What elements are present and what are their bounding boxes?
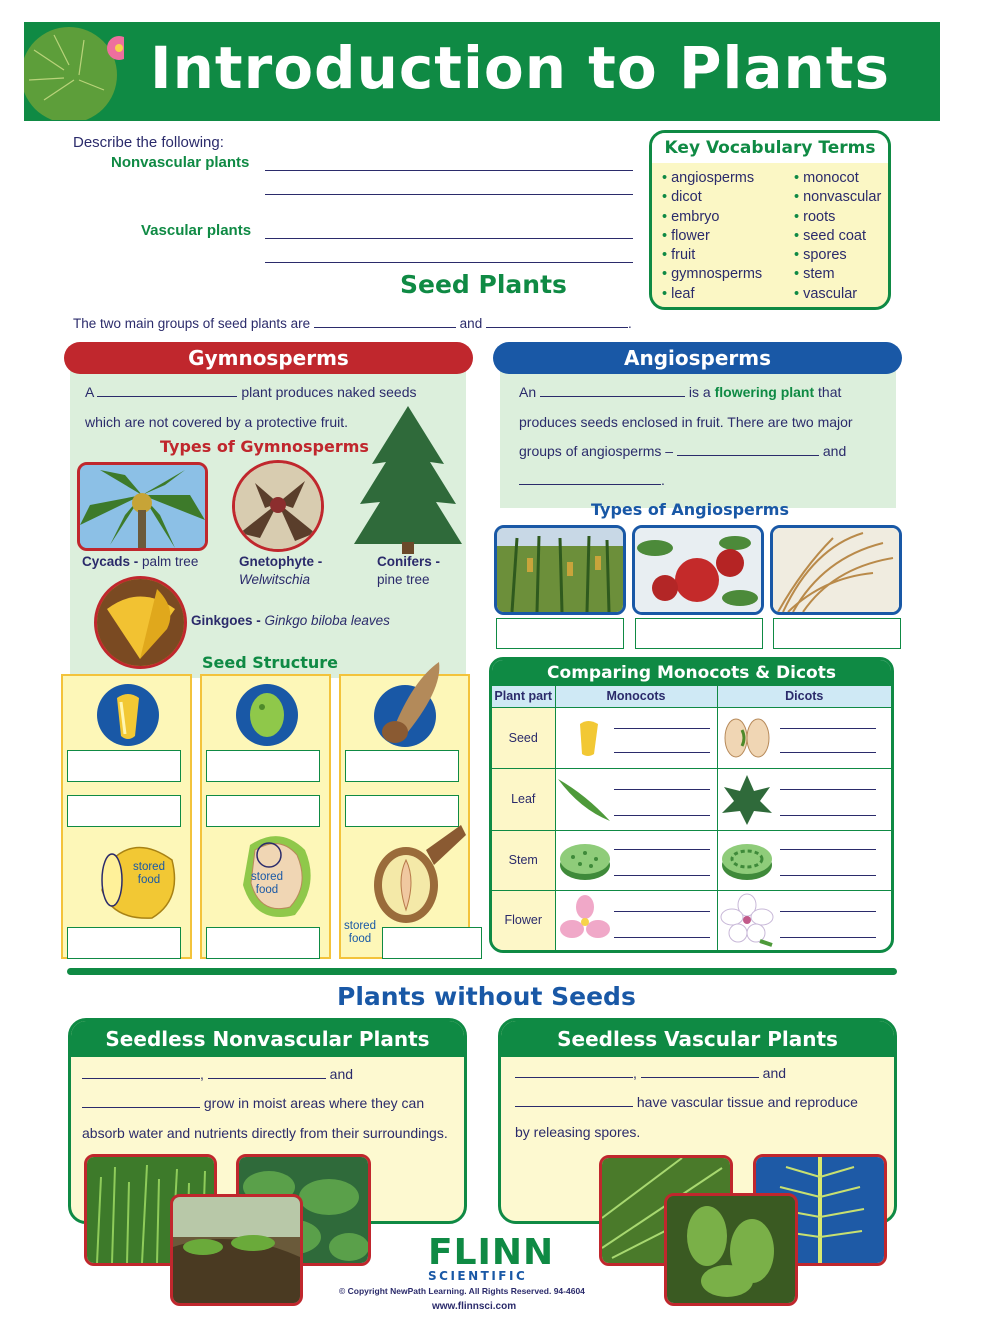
dicot-flower-icon bbox=[720, 893, 774, 947]
col-header-monocots: Monocots bbox=[555, 686, 717, 707]
comparison-table bbox=[489, 657, 894, 953]
answer-line[interactable] bbox=[265, 194, 633, 195]
hornwort-photo bbox=[170, 1194, 303, 1306]
dicot-leaf-icon bbox=[720, 773, 774, 827]
vasc-line-3: by releasing spores. bbox=[515, 1124, 641, 1140]
pine-seed-cross-section bbox=[366, 820, 466, 925]
angiosperms-heading: Angiosperms bbox=[493, 342, 902, 374]
answer-line[interactable] bbox=[780, 789, 876, 790]
answer-blank[interactable] bbox=[97, 396, 237, 397]
answer-box[interactable] bbox=[67, 795, 181, 827]
dicot-cell bbox=[717, 890, 891, 950]
caption-term: Cycads - bbox=[82, 554, 139, 569]
text: . bbox=[661, 472, 665, 488]
row-label: Stem bbox=[492, 830, 555, 890]
vocabulary-title: Key Vocabulary Terms bbox=[652, 133, 888, 163]
dicot-stem-icon bbox=[720, 839, 774, 883]
table-row bbox=[492, 830, 891, 890]
clubmoss-photo bbox=[664, 1193, 798, 1306]
caption-term: Gnetophyte - bbox=[239, 554, 323, 569]
apple-photo bbox=[632, 525, 764, 615]
answer-line[interactable] bbox=[614, 728, 710, 729]
nonvascular-label: Nonvascular plants bbox=[111, 154, 250, 171]
answer-line[interactable] bbox=[614, 789, 710, 790]
answer-box[interactable] bbox=[206, 927, 320, 959]
vocab-term: • leaf bbox=[662, 285, 762, 304]
vocab-term: • embryo bbox=[662, 208, 762, 227]
divider bbox=[67, 968, 897, 975]
comparison-title: Comparing Monocots & Dicots bbox=[492, 660, 891, 686]
angio-line-4 bbox=[519, 466, 665, 496]
text: have vascular tissue and reproduce bbox=[636, 1094, 858, 1110]
answer-blank[interactable] bbox=[208, 1078, 326, 1079]
text: and bbox=[329, 1066, 354, 1082]
vocab-term: • spores bbox=[794, 246, 881, 265]
copyright: © Copyright NewPath Learning. All Rights Reserved. 94-4604 bbox=[339, 1286, 585, 1296]
cycad-photo bbox=[77, 462, 208, 551]
vocab-term: • angiosperms bbox=[662, 169, 762, 188]
caption-text: Ginkgo biloba leaves bbox=[264, 613, 390, 628]
vocab-term: • seed coat bbox=[794, 227, 881, 246]
caption-text: pine tree bbox=[377, 572, 430, 587]
caption-term: Ginkgoes - bbox=[191, 613, 261, 628]
describe-prompt: Describe the following: bbox=[73, 134, 224, 151]
answer-blank[interactable] bbox=[82, 1078, 200, 1079]
answer-blank[interactable] bbox=[641, 1077, 759, 1078]
text: and bbox=[822, 443, 847, 459]
gnetophyte-caption bbox=[239, 553, 322, 589]
answer-blank[interactable] bbox=[314, 327, 456, 328]
text: and bbox=[762, 1065, 787, 1081]
answer-box[interactable] bbox=[345, 750, 459, 782]
highlight-term: flowering plant bbox=[714, 384, 815, 400]
answer-box[interactable] bbox=[206, 750, 320, 782]
conifers-caption bbox=[377, 553, 440, 589]
answer-line[interactable] bbox=[614, 937, 710, 938]
sentence-text: and bbox=[459, 316, 483, 331]
angio-line-3 bbox=[519, 437, 846, 467]
flinn-logo: FLINN bbox=[428, 1232, 555, 1273]
answer-box[interactable] bbox=[67, 927, 181, 959]
vocab-term: • nonvascular bbox=[794, 188, 881, 207]
text: groups of angiosperms – bbox=[519, 443, 674, 459]
nonvasc-line-3: absorb water and nutrients directly from their surroundings. bbox=[82, 1125, 448, 1141]
vocab-term: • fruit bbox=[662, 246, 762, 265]
vasc-line-2 bbox=[515, 1088, 858, 1118]
vocab-term: • flower bbox=[662, 227, 762, 246]
caption-text: Welwitschia bbox=[239, 572, 311, 587]
answer-box[interactable] bbox=[382, 927, 482, 959]
answer-blank[interactable] bbox=[82, 1107, 200, 1108]
answer-box[interactable] bbox=[67, 750, 181, 782]
angio-line-1 bbox=[519, 378, 841, 408]
sentence-text: . bbox=[627, 316, 632, 331]
answer-line[interactable] bbox=[265, 238, 633, 239]
answer-line[interactable] bbox=[265, 170, 633, 171]
row-label: Leaf bbox=[492, 768, 555, 830]
flinn-logo-sub: SCIENTIFIC bbox=[428, 1269, 528, 1283]
text: plant produces naked seeds bbox=[241, 384, 417, 400]
types-angiosperms-heading: Types of Angiosperms bbox=[591, 500, 789, 519]
monocot-cell bbox=[555, 707, 717, 768]
vocab-term: • roots bbox=[794, 208, 881, 227]
text: A bbox=[85, 384, 94, 400]
dicot-cell bbox=[717, 830, 891, 890]
col-header-dicots: Dicots bbox=[785, 689, 824, 704]
corn-seed-icon bbox=[95, 682, 161, 748]
text: An bbox=[519, 384, 537, 400]
answer-line[interactable] bbox=[780, 752, 876, 753]
nonvasc-line-2 bbox=[82, 1089, 424, 1119]
monocot-seed-icon bbox=[568, 718, 608, 758]
dicot-seed-icon bbox=[722, 716, 772, 760]
seed-structure-heading: Seed Structure bbox=[202, 653, 338, 672]
answer-line[interactable] bbox=[780, 728, 876, 729]
vocab-term: • vascular bbox=[794, 285, 881, 304]
monocot-cell bbox=[555, 830, 717, 890]
vasc-line-1: , and bbox=[515, 1059, 786, 1089]
vascular-label: Vascular plants bbox=[141, 222, 252, 239]
answer-blank[interactable] bbox=[519, 484, 661, 485]
monocot-flower-icon bbox=[558, 895, 612, 945]
answer-blank[interactable] bbox=[486, 327, 628, 328]
ginkgo-caption bbox=[191, 612, 390, 630]
angio-line-2: produces seeds enclosed in fruit. There are two major bbox=[519, 414, 853, 430]
caption-term: Conifers - bbox=[377, 554, 441, 569]
ginkgo-photo bbox=[94, 576, 187, 669]
answer-line[interactable] bbox=[780, 937, 876, 938]
grass-photo bbox=[770, 525, 902, 615]
answer-box[interactable] bbox=[773, 618, 901, 649]
answer-line[interactable] bbox=[614, 911, 710, 912]
sentence-text: The two main groups of seed plants are bbox=[73, 316, 311, 331]
plants-without-seeds-heading: Plants without Seeds bbox=[337, 982, 636, 1011]
dicot-cell bbox=[717, 707, 891, 768]
types-gymnosperms-heading: Types of Gymnosperms bbox=[160, 437, 369, 456]
row-label: Seed bbox=[492, 707, 555, 768]
gymno-line-2: which are not covered by a protective fruit. bbox=[85, 414, 349, 430]
vocab-term: • stem bbox=[794, 265, 881, 284]
website-link[interactable]: www.flinnsci.com bbox=[432, 1301, 517, 1312]
answer-line[interactable] bbox=[780, 875, 876, 876]
vocab-term: • monocot bbox=[794, 169, 881, 188]
stored-food-label: stored food bbox=[344, 920, 376, 945]
vocabulary-list bbox=[794, 169, 881, 304]
seedless-vascular-title: Seedless Vascular Plants bbox=[501, 1021, 894, 1057]
gnetophyte-photo bbox=[232, 460, 324, 552]
vocab-term: • gymnosperms bbox=[662, 265, 762, 284]
text: grow in moist areas where they can bbox=[203, 1095, 425, 1111]
answer-blank[interactable] bbox=[677, 455, 819, 456]
monocot-stem-icon bbox=[558, 839, 612, 883]
answer-line[interactable] bbox=[780, 911, 876, 912]
answer-blank[interactable] bbox=[540, 396, 685, 397]
monocot-cell bbox=[555, 768, 717, 830]
col-header-part: Plant part bbox=[492, 686, 555, 707]
seed-plants-sentence bbox=[73, 316, 632, 331]
answer-line[interactable] bbox=[614, 875, 710, 876]
answer-box[interactable] bbox=[496, 618, 624, 649]
answer-line[interactable] bbox=[265, 262, 633, 263]
gymnosperms-heading: Gymnosperms bbox=[64, 342, 473, 374]
vocabulary-box bbox=[649, 130, 891, 310]
stored-food-label: stored food bbox=[133, 861, 165, 886]
answer-box[interactable] bbox=[635, 618, 763, 649]
page-title: Introduction to Plants bbox=[150, 34, 891, 102]
cactus-icon bbox=[24, 20, 124, 120]
table-row bbox=[492, 768, 891, 830]
table-row bbox=[492, 707, 891, 768]
seedless-nonvascular-title: Seedless Nonvascular Plants bbox=[71, 1021, 464, 1057]
dicot-cell bbox=[717, 768, 891, 830]
caption-text: palm tree bbox=[142, 554, 199, 569]
text: that bbox=[818, 384, 842, 400]
answer-blank[interactable] bbox=[515, 1077, 633, 1078]
pine-tree-icon bbox=[352, 404, 464, 554]
answer-line[interactable] bbox=[780, 815, 876, 816]
corn-photo bbox=[494, 525, 626, 615]
seed-plants-heading: Seed Plants bbox=[400, 270, 567, 299]
nonvasc-line-1: , and bbox=[82, 1060, 353, 1090]
monocot-leaf-icon bbox=[556, 775, 612, 825]
cycads-caption bbox=[82, 553, 198, 571]
answer-blank[interactable] bbox=[515, 1106, 633, 1107]
vocab-term: • dicot bbox=[662, 188, 762, 207]
bean-seed-icon bbox=[234, 682, 300, 748]
pine-seed-icon bbox=[373, 660, 445, 750]
answer-line[interactable] bbox=[614, 815, 710, 816]
answer-line[interactable] bbox=[614, 752, 710, 753]
text: is a bbox=[688, 384, 711, 400]
answer-line[interactable] bbox=[614, 849, 710, 850]
vocabulary-list bbox=[662, 169, 762, 304]
answer-box[interactable] bbox=[206, 795, 320, 827]
table-row bbox=[492, 890, 891, 950]
stored-food-label: stored food bbox=[251, 871, 283, 896]
row-label: Flower bbox=[492, 890, 555, 950]
monocot-cell bbox=[555, 890, 717, 950]
answer-line[interactable] bbox=[780, 849, 876, 850]
